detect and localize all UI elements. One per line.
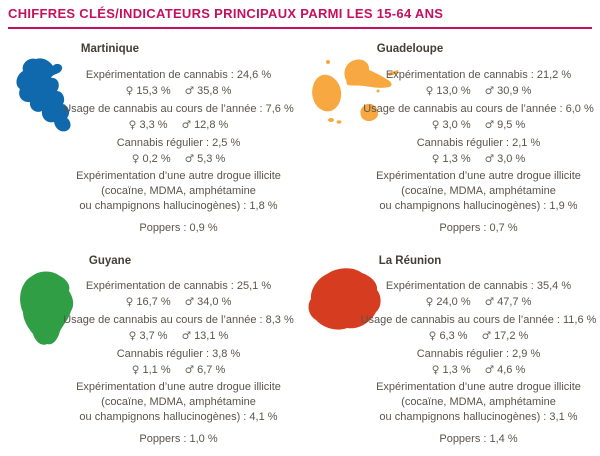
gender-breakdown: [357, 328, 600, 344]
male-pair: [485, 294, 532, 310]
region-title: La Réunion: [378, 255, 442, 267]
female-value: 0,2 %: [142, 153, 171, 165]
female-pair: [132, 151, 171, 167]
male-icon: ♂: [484, 153, 495, 165]
female-value: 3,0 %: [442, 119, 471, 131]
other-drug-line: Expérimentation d’une autre drogue illicite: [76, 170, 281, 182]
male-icon: ♂: [184, 153, 195, 165]
region-title: Guyane: [88, 255, 132, 267]
region-section-martinique: [0, 40, 300, 245]
poppers-stat: Poppers : 0,7 %: [439, 222, 518, 234]
stat-group: [57, 67, 300, 99]
gender-breakdown: [57, 151, 300, 167]
male-value: 34,0 %: [197, 296, 232, 308]
male-icon: ♂: [181, 330, 191, 342]
female-pair: [426, 294, 471, 310]
male-pair: [485, 362, 526, 378]
stat-label: Expérimentation de cannabis : 21,2 %: [385, 69, 572, 81]
stat-label: Usage de cannabis au cours de l’année : 11,6 %: [360, 314, 597, 326]
female-icon: ♀: [125, 85, 134, 97]
female-value: 15,3 %: [136, 85, 171, 97]
gender-breakdown: [357, 294, 600, 310]
other-drug-block: [357, 169, 600, 214]
gender-breakdown: [57, 83, 300, 99]
other-drug-line: (cocaïne, MDMA, amphétamine: [401, 185, 556, 197]
female-pair: [429, 328, 468, 344]
female-pair: [129, 117, 168, 133]
female-icon: ♀: [431, 153, 440, 165]
male-pair: [185, 151, 226, 167]
poppers-stat: Poppers : 1,0 %: [139, 433, 218, 445]
gender-breakdown: [357, 83, 600, 99]
male-value: 47,7 %: [497, 296, 532, 308]
female-pair: [432, 151, 471, 167]
female-icon: ♀: [125, 296, 134, 308]
stat-label: Usage de cannabis au cours de l’année : 7,6 %: [63, 103, 294, 115]
female-icon: ♀: [131, 364, 140, 376]
other-drug-line: (cocaïne, MDMA, amphétamine: [101, 185, 256, 197]
other-drug-block: [57, 169, 300, 214]
other-drug-line: ou champignons hallucinogènes) : 1,8 %: [79, 200, 278, 212]
male-icon: ♂: [181, 119, 191, 131]
gender-breakdown: [357, 117, 600, 133]
female-icon: ♀: [428, 330, 437, 342]
stat-label: Cannabis régulier : 2,9 %: [416, 348, 541, 360]
stat-group: [357, 67, 600, 99]
region-stats: [357, 278, 600, 447]
female-icon: ♀: [128, 330, 137, 342]
female-pair: [126, 294, 171, 310]
other-drug-block: [57, 380, 300, 425]
stat-label: Cannabis régulier : 2,5 %: [116, 137, 241, 149]
female-icon: ♀: [425, 296, 434, 308]
stat-group: [357, 101, 600, 133]
female-value: 3,7 %: [139, 330, 168, 342]
stat-group: [57, 346, 300, 378]
female-value: 1,3 %: [442, 153, 471, 165]
male-icon: ♂: [481, 330, 491, 342]
male-value: 4,6 %: [497, 364, 526, 376]
region-stats: [57, 67, 300, 236]
stat-label: Cannabis régulier : 2,1 %: [416, 137, 541, 149]
female-icon: ♀: [431, 119, 440, 131]
male-pair: [185, 83, 232, 99]
region-stats: [357, 67, 600, 236]
male-pair: [485, 83, 532, 99]
gender-breakdown: [357, 151, 600, 167]
other-drug-line: Expérimentation d’une autre drogue illicite: [76, 381, 281, 393]
female-value: 6,3 %: [439, 330, 468, 342]
header-divider: [8, 27, 592, 29]
female-value: 24,0 %: [436, 296, 471, 308]
female-value: 1,1 %: [142, 364, 171, 376]
poppers-stat: Poppers : 0,9 %: [139, 222, 218, 234]
stat-label: Expérimentation de cannabis : 35,4 %: [385, 280, 572, 292]
male-pair: [485, 117, 526, 133]
page-title: CHIFFRES CLÉS/INDICATEURS PRINCIPAUX PARMI LES 15-64 ANS: [8, 6, 444, 21]
male-icon: ♂: [484, 296, 495, 308]
female-value: 16,7 %: [136, 296, 171, 308]
stat-group: [357, 278, 600, 310]
region-section-la-reunion: [300, 245, 600, 456]
male-value: 13,1 %: [194, 330, 229, 342]
stat-group: [357, 312, 600, 344]
other-drug-line: Expérimentation d’une autre drogue illicite: [376, 381, 581, 393]
region-title: Guadeloupe: [376, 43, 444, 55]
male-pair: [185, 362, 226, 378]
male-icon: ♂: [484, 119, 495, 131]
gender-breakdown: [57, 117, 300, 133]
stat-group: [57, 278, 300, 310]
male-pair: [182, 328, 229, 344]
female-value: 1,3 %: [442, 364, 471, 376]
stat-label: Usage de cannabis au cours de l’année : 8,3 %: [63, 314, 294, 326]
male-value: 6,7 %: [197, 364, 226, 376]
region-stats: [57, 278, 300, 447]
male-value: 5,3 %: [197, 153, 226, 165]
other-drug-block: [357, 380, 600, 425]
male-pair: [482, 328, 529, 344]
female-pair: [426, 83, 471, 99]
stat-group: [357, 135, 600, 167]
region-section-guyane: [0, 245, 300, 456]
female-pair: [126, 83, 171, 99]
stat-group: [57, 312, 300, 344]
stat-group: [57, 135, 300, 167]
male-value: 12,8 %: [194, 119, 229, 131]
region-section-guadeloupe: [300, 40, 600, 245]
male-value: 17,2 %: [494, 330, 529, 342]
other-drug-line: (cocaïne, MDMA, amphétamine: [401, 396, 556, 408]
male-icon: ♂: [184, 364, 195, 376]
male-value: 35,8 %: [197, 85, 232, 97]
stat-label: Usage de cannabis au cours de l’année : 6,0 %: [363, 103, 594, 115]
female-value: 13,0 %: [436, 85, 471, 97]
gender-breakdown: [57, 328, 300, 344]
gender-breakdown: [57, 294, 300, 310]
regions-grid: [0, 40, 600, 456]
stat-label: Expérimentation de cannabis : 24,6 %: [85, 69, 272, 81]
other-drug-line: (cocaïne, MDMA, amphétamine: [101, 396, 256, 408]
female-value: 3,3 %: [139, 119, 168, 131]
female-pair: [132, 362, 171, 378]
male-value: 9,5 %: [497, 119, 526, 131]
female-pair: [432, 362, 471, 378]
female-icon: ♀: [131, 153, 140, 165]
female-pair: [129, 328, 168, 344]
stat-group: [357, 346, 600, 378]
male-icon: ♂: [484, 364, 495, 376]
male-pair: [182, 117, 229, 133]
male-pair: [185, 294, 232, 310]
male-icon: ♂: [184, 85, 195, 97]
female-icon: ♀: [425, 85, 434, 97]
stat-group: [57, 101, 300, 133]
male-pair: [485, 151, 526, 167]
female-pair: [432, 117, 471, 133]
other-drug-line: ou champignons hallucinogènes) : 3,1 %: [379, 411, 578, 423]
male-icon: ♂: [484, 85, 495, 97]
poppers-stat: Poppers : 1,4 %: [439, 433, 518, 445]
female-icon: ♀: [431, 364, 440, 376]
female-icon: ♀: [128, 119, 137, 131]
other-drug-line: Expérimentation d’une autre drogue illicite: [376, 170, 581, 182]
region-title: Martinique: [80, 43, 140, 55]
other-drug-line: ou champignons hallucinogènes) : 4,1 %: [79, 411, 278, 423]
stat-label: Cannabis régulier : 3,8 %: [116, 348, 241, 360]
gender-breakdown: [357, 362, 600, 378]
male-icon: ♂: [184, 296, 195, 308]
male-value: 3,0 %: [497, 153, 526, 165]
page-header: [8, 0, 592, 29]
male-value: 30,9 %: [497, 85, 532, 97]
gender-breakdown: [57, 362, 300, 378]
stat-label: Expérimentation de cannabis : 25,1 %: [85, 280, 272, 292]
other-drug-line: ou champignons hallucinogènes) : 1,9 %: [379, 200, 578, 212]
